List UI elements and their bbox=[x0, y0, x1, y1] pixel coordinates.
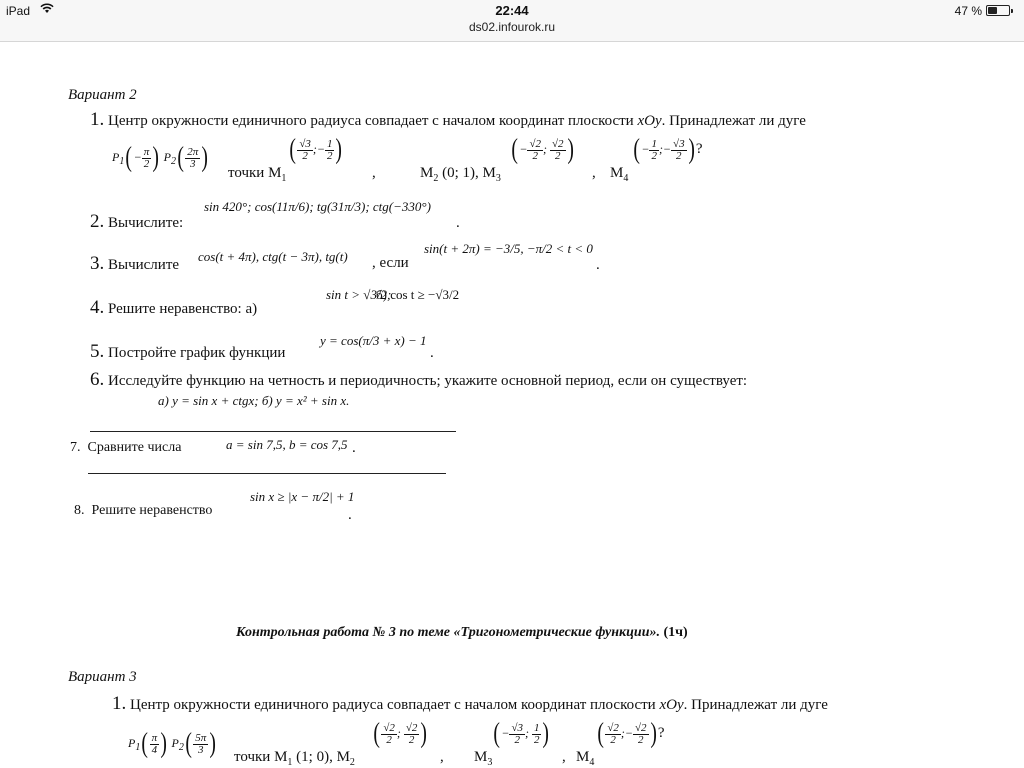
v2-question-3: 3. Вычислите bbox=[90, 253, 180, 274]
v2-q1-m3-coords: (− $\frac{√2}{2}$ ; $\frac{√2}{2}$ ) bbox=[511, 134, 574, 165]
variant-3-heading: Вариант 3 bbox=[68, 669, 137, 685]
question-number: 1. bbox=[90, 109, 105, 130]
question-text-end: . Принадлежат ли дуге bbox=[661, 113, 806, 129]
v2-q1-m4-label: $M_4$ bbox=[610, 165, 629, 184]
v2-q3-condition: sin(t + 2π) = −3/5, −π/2 < t < 0 bbox=[424, 241, 593, 256]
test-title: Контрольная работа № 3 по теме «Тригонометрические функции». (1ч) bbox=[236, 625, 688, 640]
v2-q6-subitems: а) y = sin x + ctgx; б) y = x² + sin x. bbox=[158, 393, 350, 408]
v2-q8-formula: sin x ≥ |x − π/2| + 1 bbox=[250, 489, 355, 504]
question-text: Центр окружности единичного радиуса совпадает с началом координат плоскости bbox=[108, 113, 634, 129]
v2-question-8: 8. Решите неравенство bbox=[74, 503, 213, 518]
divider-line bbox=[90, 431, 456, 432]
v2-q2-dot: . bbox=[456, 215, 460, 231]
v2-q3-dot: . bbox=[596, 257, 600, 273]
v2-q1-points-label: точки $M_1$ bbox=[228, 165, 287, 184]
address-bar-url[interactable]: ds02.infourok.ru bbox=[468, 20, 556, 34]
battery-icon bbox=[986, 5, 1010, 16]
plane-var: xOy bbox=[637, 113, 662, 129]
v3-q1-comma-2: , bbox=[562, 749, 566, 765]
variant-2-heading: Вариант 2 bbox=[68, 87, 137, 103]
v2-q3-formula: cos(t + 4π), ctg(t − 3π), tg(t) bbox=[198, 249, 348, 264]
v2-q5-dot: . bbox=[430, 345, 434, 361]
v2-q1-m1-coords: ( $\frac{√3}{2}$ ;− $\frac{1}{2}$ ) bbox=[289, 134, 343, 165]
v2-question-6: 6. Исследуйте функцию на четность и периодичность; укажите основной период, если он существует: bbox=[90, 369, 748, 390]
v3-question-1: 1. Центр окружности единичного радиуса совпадает с началом координат плоскости xOy. Принадлежат ли дуге bbox=[112, 693, 828, 714]
v3-q1-m4-label: $M_4$ bbox=[576, 749, 595, 768]
v2-q1-comma-2: , bbox=[592, 165, 596, 181]
v2-q5-formula: y = cos(π/3 + x) − 1 bbox=[320, 333, 427, 348]
v3-q1-arcs: $P_1$( $\frac{\pi}{4}$ ) $P_2$( $\frac{5\pi}{3}$ ) bbox=[128, 728, 217, 759]
v2-q1-m2: $M_2$ (0; 1), $M_3$ bbox=[420, 165, 501, 184]
battery-level-fill bbox=[988, 7, 997, 14]
v3-q1-points: точки $M_1$ (1; 0), $M_2$ bbox=[234, 749, 355, 768]
battery-percent: 47 % bbox=[954, 4, 982, 18]
v2-q1-m4-coords: (− $\frac{1}{2}$ ;− $\frac{√3}{2}$ )? bbox=[633, 134, 703, 165]
v3-q1-m3-coords: (− $\frac{√3}{2}$ ; $\frac{1}{2}$ ) bbox=[493, 718, 550, 749]
v2-question-5: 5. Постройте график функции bbox=[90, 341, 286, 362]
v3-q1-m2-coords: ( $\frac{√2}{2}$ ; $\frac{√2}{2}$ ) bbox=[373, 718, 428, 749]
v2-question-1 bbox=[90, 110, 806, 129]
v2-q8-dot: . bbox=[348, 507, 352, 523]
v2-q7-dot: . bbox=[352, 440, 356, 456]
v3-q1-m4-coords: ( $\frac{√2}{2}$ ;− $\frac{√2}{2}$ )? bbox=[597, 718, 665, 749]
v3-q1-m3-label: $M_3$ bbox=[474, 749, 493, 768]
ipad-status-bar bbox=[0, 0, 1024, 42]
v2-q3-if: , если bbox=[372, 255, 409, 271]
v3-q1-comma-1: , bbox=[440, 749, 444, 765]
v2-q2-formula: sin 420°; cos(11π/6); tg(31π/3); ctg(−330°) bbox=[204, 199, 431, 214]
v2-question-2: 2. Вычислите: bbox=[90, 211, 184, 232]
v2-q7-formula: a = sin 7,5, b = cos 7,5 bbox=[226, 437, 348, 452]
v2-q1-arcs: $P_1(-$ $\frac{\pi}{2}$ ) $P_2$( $\frac{2\pi}{3}$ ) bbox=[112, 142, 209, 173]
v2-question-4: 4. Решите неравенство: а) bbox=[90, 297, 258, 318]
divider-line bbox=[88, 473, 446, 474]
v2-q1-comma-1: , bbox=[372, 165, 376, 181]
v2-question-7: 7. Сравните числа bbox=[70, 440, 182, 455]
device-name: iPad bbox=[6, 4, 31, 18]
v2-q4-formula-b: б) cos t ≥ −√3/2 bbox=[376, 287, 460, 302]
clock: 22:44 bbox=[495, 3, 529, 18]
v2-q4-formula-a: sin t > √3/2; bbox=[326, 287, 392, 302]
